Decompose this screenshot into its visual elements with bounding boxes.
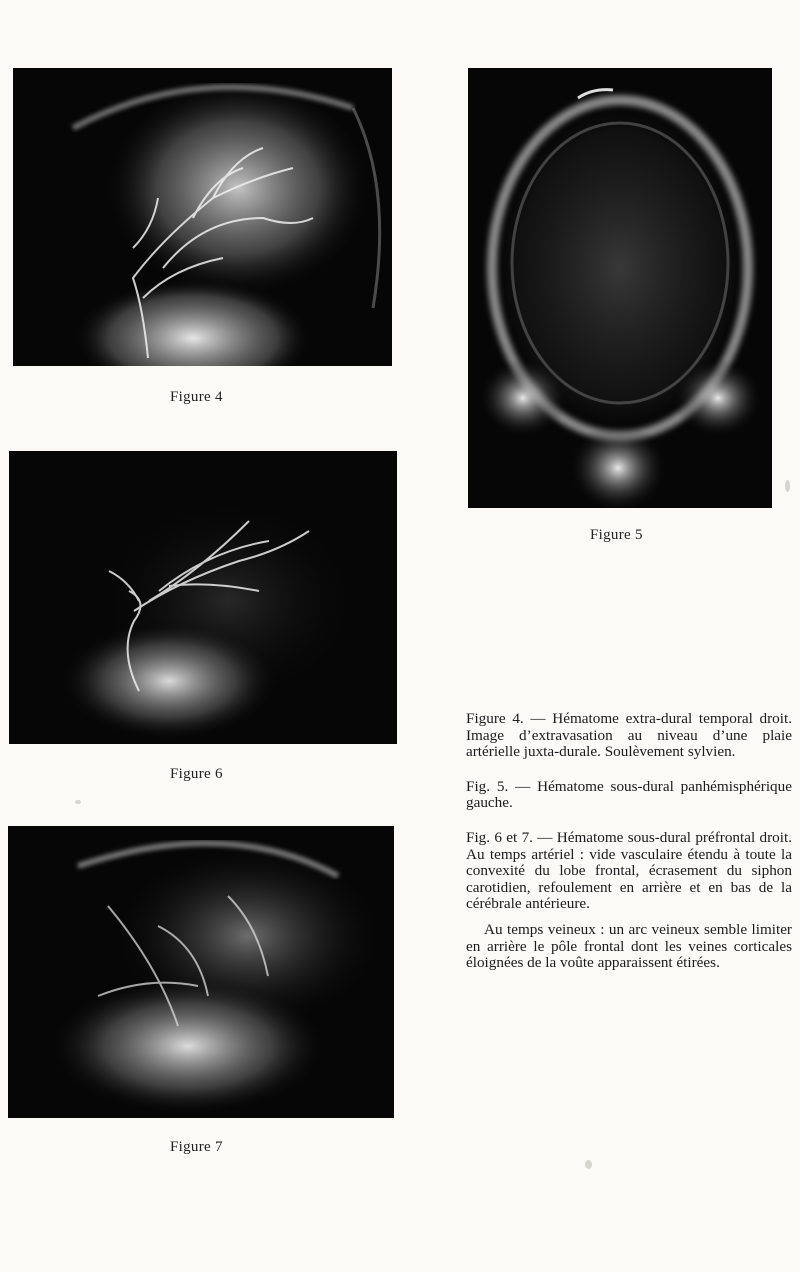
- print-speck: [785, 480, 790, 492]
- legend-figure-5: Fig. 5. — Hématome sous-dural panhémisphérique gauche.: [466, 777, 792, 812]
- figure-7-caption: Figure 7: [170, 1139, 223, 1155]
- figure-5-caption: Figure 5: [590, 527, 643, 543]
- figure-7-angiogram: [8, 826, 394, 1118]
- figure-4-angiogram: [13, 68, 392, 366]
- legend-venous-phase: Au temps veineux : un arc veineux semble limiter en arrière le pôle frontal dont les veines corticales éloignées de la voûte apparaissent étirées.: [466, 920, 792, 972]
- figure-6-caption: Figure 6: [170, 766, 223, 782]
- figure-6-angiogram: [9, 451, 397, 744]
- print-speck: [585, 1160, 592, 1169]
- figure-5-radiograph: [468, 68, 772, 508]
- legend-figures-6-7: Fig. 6 et 7. — Hématome sous-dural préfrontal droit. Au temps artériel : vide vasculaire étendu à toute la convexité du lobe frontal, écrasement du siphon carotidien, refoulement en arrière et en bas de la cérébrale antérieure.: [466, 828, 792, 913]
- legend-figure-4: Figure 4. — Hématome extra-dural temporal droit. Image d’extravasation au niveau d’une plaie artérielle juxta-durale. Soulèvement sylvien.: [466, 710, 792, 761]
- print-speck: [75, 800, 81, 804]
- figure-4-caption: Figure 4: [170, 389, 223, 405]
- figure-legends: [466, 711, 792, 990]
